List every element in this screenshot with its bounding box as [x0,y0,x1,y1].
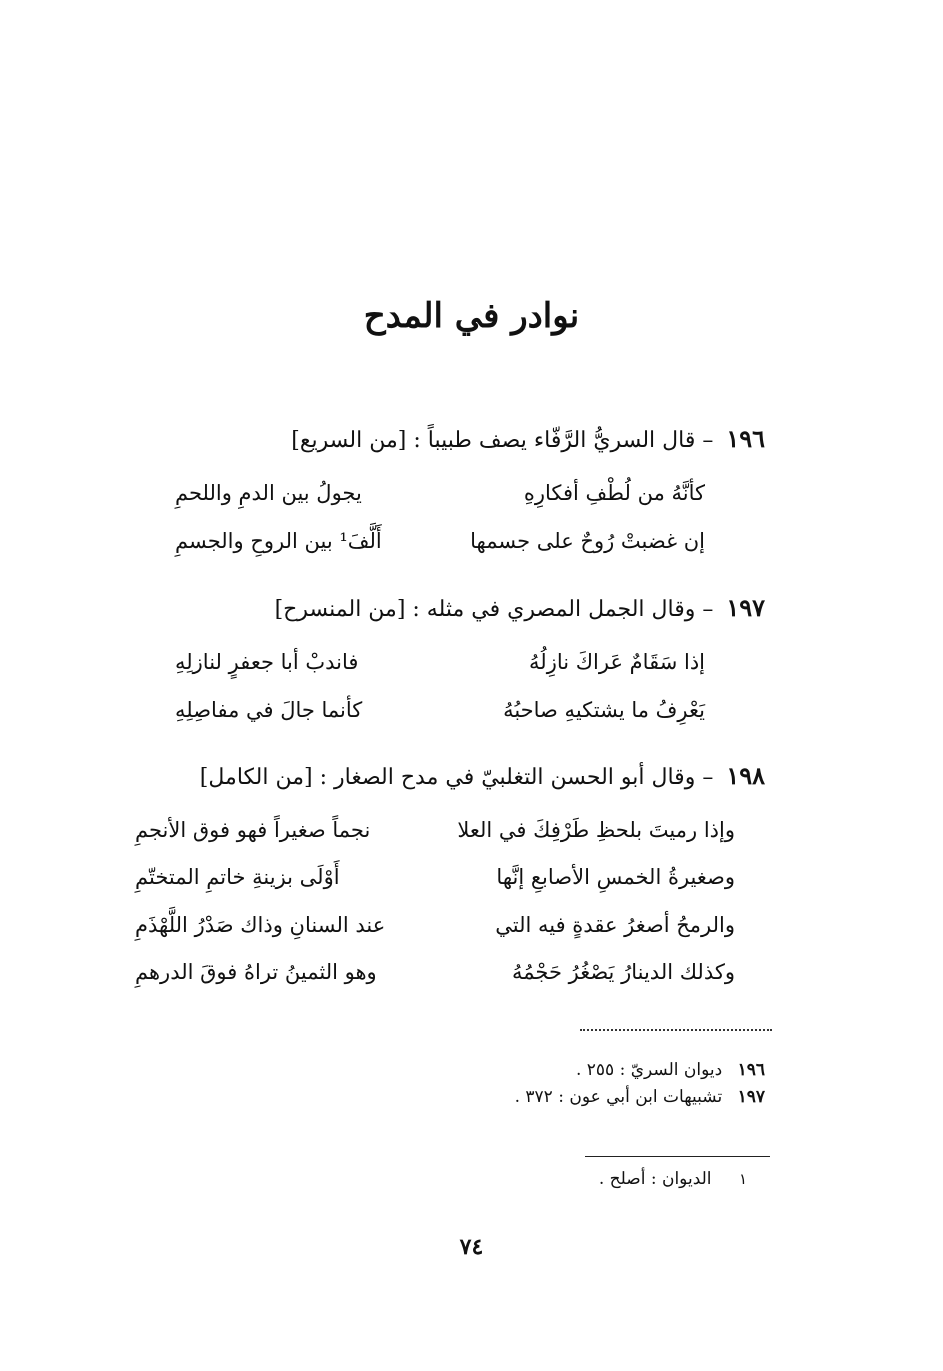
poem-number: ١٩٧ [726,593,765,622]
source-entry [515,1084,765,1110]
footnote-text: الديوان : أصلح . [598,1169,712,1189]
page-number: ٧٤ [459,1234,484,1260]
verse [175,642,705,682]
source-entry [576,1057,765,1083]
verse-second-hemistich: يجولُ بين الدمِ واللحمِ [175,481,362,505]
verse-second-hemistich: أَلَّفَ¹ بين الروحِ والجسمِ [175,529,382,553]
source-text: تشبيهات ابن أبي عون : ٣٧٢ . [514,1087,723,1107]
verse-first-hemistich: والرمحُ أصغرُ عقدةٍ فيه التي [495,913,735,937]
verse [175,521,705,561]
verse-first-hemistich: كأنَّهُ من لُطْفِ أفكارِهِ [523,481,705,505]
verse-second-hemistich: نجماً صغيراً فهو فوق الأنجمِ [135,818,371,842]
verse [135,905,735,945]
verse-second-hemistich: كأنما جالَ في مفاصِلِهِ [175,698,363,722]
source-number: ١٩٧ [737,1087,765,1107]
sources-divider [580,1029,772,1031]
poem-intro: – وقال الجمل المصري في مثله : [من المنسرح] [274,597,714,622]
source-number: ١٩٦ [737,1060,765,1080]
verse [135,857,735,897]
chapter-title: نوادر في المدح [363,296,580,336]
poem-intro: – قال السريُّ الرَّفّاء يصف طبيباً : [من السريع] [291,428,714,453]
verse-first-hemistich: وإذا رميتَ بلحظِ طَرْفِكَ في العلا [457,818,735,842]
verse-first-hemistich: يَعْرِفُ ما يشتكيهِ صاحبُهُ [503,698,705,722]
poem-intro: – وقال أبو الحسن التغلبيّ في مدح الصغار : [من الكامل] [199,765,714,790]
verse [135,952,735,992]
verse-second-hemistich: فاندبْ أبا جعفرٍ لنازلِهِ [175,650,359,674]
verse-second-hemistich: أَوْلَى بزينةِ خاتمِ المتختّمِ [135,865,340,889]
verse [175,473,705,513]
poem-number: ١٩٦ [726,424,765,453]
poem-number: ١٩٨ [726,761,765,790]
footnote-number: ١ [738,1170,747,1188]
verse-first-hemistich: وصغيرةُ الخمسِ الأصابعِ إنَّها [496,865,735,889]
footnote-divider [585,1156,770,1157]
verse-first-hemistich: إذا سَقَامٌ عَراكَ نازِلُهُ [529,650,705,674]
verse [175,690,705,730]
poem-heading-198 [200,758,765,796]
verse-second-hemistich: عند السنانِ وذاك صَدْرُ اللَّهْذَمِ [135,913,386,937]
poem-heading-197 [275,590,765,628]
verse-second-hemistich: وهو الثمينُ تراهُ فوقَ الدرهمِ [135,960,377,984]
verse-first-hemistich: إن غضبتْ رُوحٌ على جسمها [470,529,705,553]
source-text: ديوان السريّ : ٢٥٥ . [575,1060,723,1080]
poem-heading-196 [291,421,765,459]
verse [135,810,735,850]
verse-first-hemistich: وكذلك الدينارُ يَصْغُرُ حَجْمُهُ [512,960,735,984]
footnote [599,1166,747,1192]
